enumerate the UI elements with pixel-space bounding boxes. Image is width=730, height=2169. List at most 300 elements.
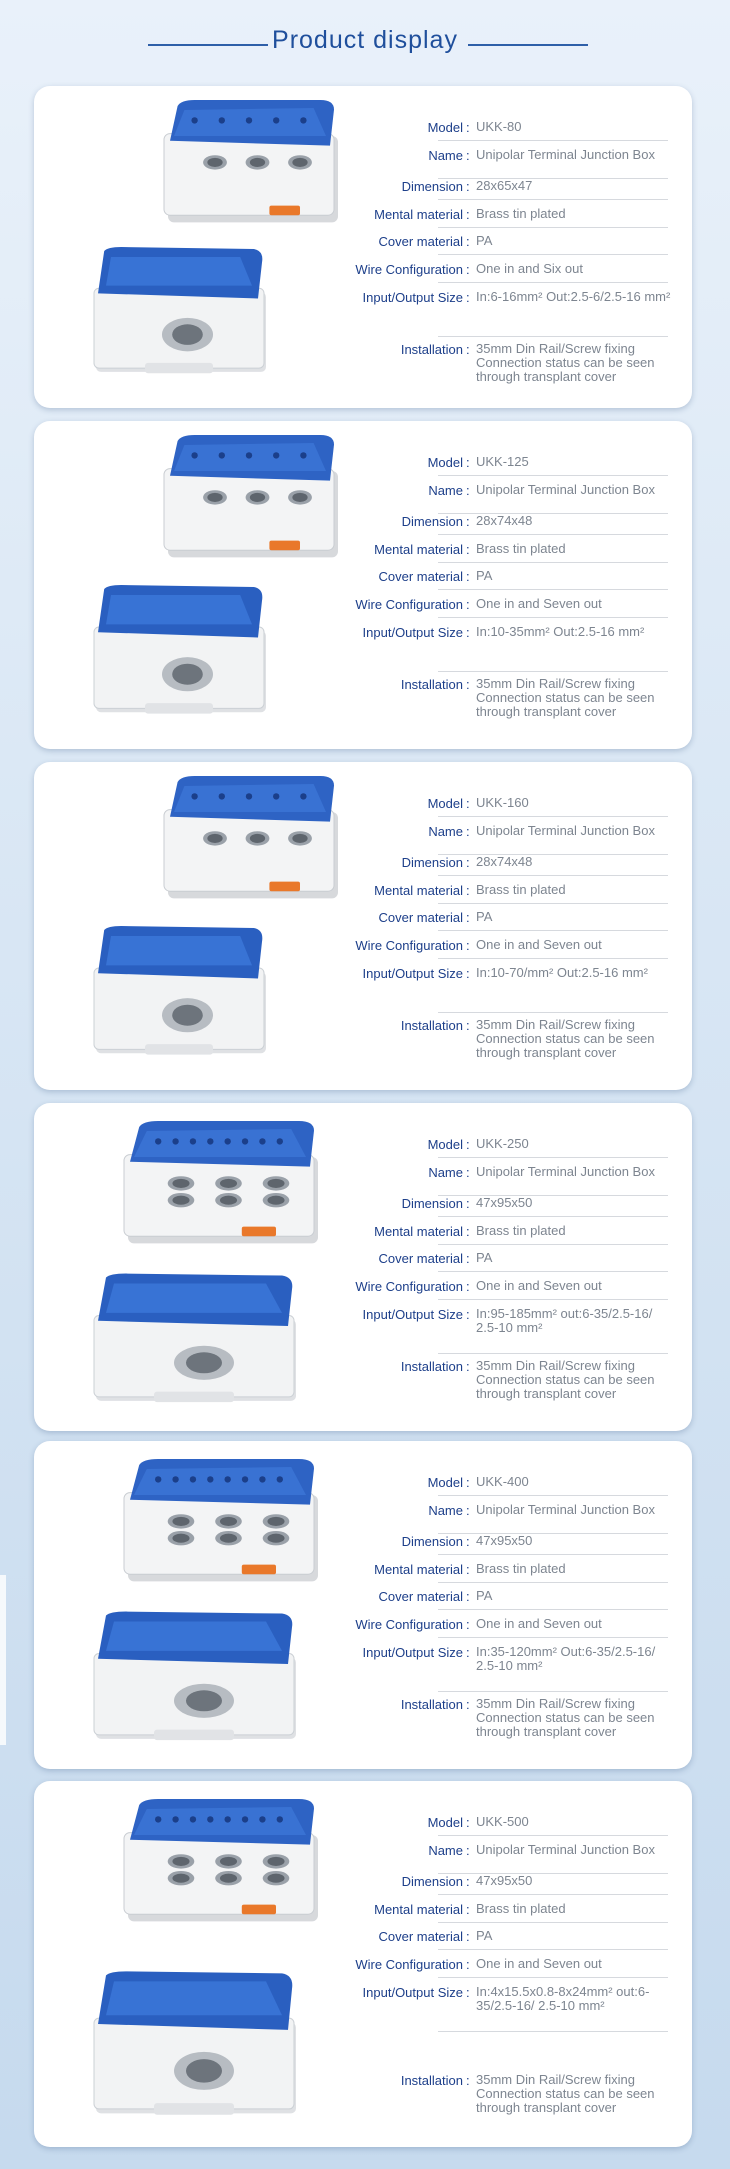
spec-label-io: Input/Output Size	[362, 1985, 463, 2000]
spec-value-cover: PA	[476, 1588, 493, 1603]
spec-label-wire: Wire Configuration	[355, 1617, 463, 1632]
spec-colon: :	[466, 1985, 470, 2000]
spec-label-cover: Cover material	[378, 1929, 463, 1944]
cover-screw-dot	[259, 1816, 265, 1822]
spec-colon: :	[466, 1018, 470, 1033]
cover-screw-dot	[191, 117, 197, 123]
spec-label-dimension: Dimension	[401, 514, 463, 529]
spec-value-wire: One in and Seven out	[476, 1278, 602, 1293]
product-card	[34, 1441, 692, 1769]
wire-hole-inner	[267, 1517, 284, 1526]
spec-colon: :	[466, 483, 470, 498]
spec-colon: :	[466, 1843, 470, 1858]
orange-din-clip	[242, 1905, 276, 1915]
spec-label-dimension: Dimension	[401, 855, 463, 870]
spec-label-model: Model	[427, 120, 463, 135]
spec-label-material: Mental material	[374, 883, 463, 898]
spec-value-wire: One in and Seven out	[476, 1616, 602, 1631]
spec-divider	[438, 875, 668, 876]
product-photo	[54, 762, 354, 1090]
side-entry-hole-inner	[172, 1005, 203, 1026]
orange-din-clip	[269, 882, 300, 892]
spec-value-wire: One in and Seven out	[476, 596, 602, 611]
terminal-block-side-image	[94, 1612, 296, 1741]
cover-screw-dot	[277, 1476, 283, 1482]
spec-value-installation: 35mm Din Rail/Screw fixing Connection status can be seen through transplant cover	[476, 2072, 655, 2115]
spec-label-model: Model	[427, 1137, 463, 1152]
terminal-block-side-image	[94, 1274, 296, 1403]
spec-divider	[438, 589, 668, 590]
wire-hole-inner	[220, 1196, 237, 1205]
spec-value-material: Brass tin plated	[476, 1223, 566, 1238]
side-entry-hole-inner	[186, 1690, 222, 1711]
spec-divider	[438, 140, 668, 141]
terminal-block-image	[124, 1121, 318, 1243]
spec-colon: :	[466, 1503, 470, 1518]
spec-colon: :	[466, 824, 470, 839]
spec-label-material: Mental material	[374, 1224, 463, 1239]
cover-screw-dot	[246, 117, 252, 123]
spec-value-installation: 35mm Din Rail/Screw fixing Connection status can be seen through transplant cover	[476, 676, 655, 719]
spec-label-model: Model	[427, 455, 463, 470]
spec-value-dimension: 47x95x50	[476, 1533, 533, 1548]
spec-colon: :	[466, 1874, 470, 1889]
terminal-block-side-image	[94, 926, 266, 1055]
cover-screw-dot	[224, 1476, 230, 1482]
wire-hole-inner	[207, 493, 222, 502]
spec-colon: :	[466, 179, 470, 194]
orange-din-clip	[242, 1227, 276, 1237]
spec-colon: :	[466, 625, 470, 640]
side-entry-hole-inner	[172, 664, 203, 685]
side-cover-highlight	[106, 595, 252, 624]
spec-value-io: In:35-120mm² Out:6-35/2.5-16/ 2.5-10 mm²	[476, 1644, 656, 1673]
spec-value-cover: PA	[476, 233, 493, 248]
spec-value-installation: 35mm Din Rail/Screw fixing Connection status can be seen through transplant cover	[476, 341, 655, 384]
side-cover-highlight	[106, 257, 252, 286]
spec-colon: :	[466, 1137, 470, 1152]
spec-label-name: Name	[428, 1503, 463, 1518]
spec-divider	[438, 1922, 668, 1923]
spec-value-material: Brass tin plated	[476, 1901, 566, 1916]
block-body	[164, 810, 334, 892]
spec-value-installation: 35mm Din Rail/Screw fixing Connection status can be seen through transplant cover	[476, 1358, 655, 1401]
cover-screw-dot	[259, 1476, 265, 1482]
spec-label-cover: Cover material	[378, 569, 463, 584]
product-card	[34, 1103, 692, 1431]
spec-label-model: Model	[427, 1815, 463, 1830]
spec-colon: :	[466, 290, 470, 305]
cover-screw-dot	[190, 1476, 196, 1482]
spec-divider	[438, 562, 668, 563]
product-photo	[54, 421, 354, 749]
spec-colon: :	[466, 796, 470, 811]
product-photo	[54, 1441, 354, 1769]
spec-label-dimension: Dimension	[401, 1534, 463, 1549]
spec-value-installation: 35mm Din Rail/Screw fixing Connection status can be seen through transplant cover	[476, 1696, 655, 1739]
terminal-block-image	[164, 776, 338, 898]
spec-colon: :	[466, 514, 470, 529]
spec-label-installation: Installation	[400, 677, 463, 692]
spec-value-io: In:10-70/mm² Out:2.5-16 mm²	[476, 965, 648, 980]
spec-divider	[438, 671, 668, 672]
spec-divider	[438, 227, 668, 228]
block-body	[164, 469, 334, 551]
side-foot	[154, 1730, 234, 1740]
cover-screw-dot	[207, 1476, 213, 1482]
cover-screw-dot	[219, 452, 225, 458]
block-body	[164, 134, 334, 216]
terminal-block-image	[164, 100, 338, 222]
spec-divider	[438, 1977, 668, 1978]
spec-label-model: Model	[427, 796, 463, 811]
cover-screw-dot	[242, 1476, 248, 1482]
spec-value-name: Unipolar Terminal Junction Box	[476, 482, 655, 497]
cover-screw-dot	[273, 117, 279, 123]
spec-value-model: UKK-80	[476, 119, 522, 134]
spec-divider	[438, 1271, 668, 1272]
product-photo	[54, 1103, 354, 1431]
spec-colon: :	[466, 1697, 470, 1712]
spec-label-material: Mental material	[374, 1902, 463, 1917]
spec-value-cover: PA	[476, 1928, 493, 1943]
spec-value-material: Brass tin plated	[476, 882, 566, 897]
spec-value-io: In:4x15.5x0.8-8x24mm² out:6-35/2.5-16/ 2.5-10 mm²	[476, 1984, 650, 2013]
spec-value-io: In:95-185mm² out:6-35/2.5-16/ 2.5-10 mm²	[476, 1306, 653, 1335]
wire-hole-inner	[267, 1534, 284, 1543]
page-title: Product display	[272, 26, 458, 54]
terminal-block-image	[124, 1459, 318, 1581]
spec-divider	[438, 254, 668, 255]
spec-divider	[438, 1299, 668, 1300]
spec-value-material: Brass tin plated	[476, 541, 566, 556]
side-entry-hole-inner	[186, 2059, 222, 2082]
spec-label-installation: Installation	[400, 1359, 463, 1374]
spec-divider	[438, 903, 668, 904]
cover-screw-dot	[172, 1816, 178, 1822]
cover-screw-dot	[246, 452, 252, 458]
cover-screw-dot	[277, 1138, 283, 1144]
orange-din-clip	[269, 206, 300, 216]
cover-screw-dot	[277, 1816, 283, 1822]
spec-value-model: UKK-500	[476, 1814, 529, 1829]
spec-colon: :	[466, 1224, 470, 1239]
spec-label-cover: Cover material	[378, 1589, 463, 1604]
wire-hole-inner	[172, 1517, 189, 1526]
side-foot	[145, 1044, 213, 1054]
spec-label-cover: Cover material	[378, 1251, 463, 1266]
wire-hole-inner	[220, 1857, 237, 1866]
spec-label-material: Mental material	[374, 1562, 463, 1577]
terminal-block-side-image	[94, 585, 266, 714]
spec-colon: :	[466, 1534, 470, 1549]
spec-label-installation: Installation	[400, 1018, 463, 1033]
wire-hole-inner	[250, 158, 265, 167]
spec-divider	[438, 816, 668, 817]
spec-value-wire: One in and Seven out	[476, 1956, 602, 1971]
spec-value-name: Unipolar Terminal Junction Box	[476, 1164, 655, 1179]
spec-value-cover: PA	[476, 909, 493, 924]
orange-din-clip	[242, 1565, 276, 1575]
terminal-block-side-image	[94, 1971, 296, 2114]
cover-screw-dot	[172, 1138, 178, 1144]
spec-colon: :	[466, 1307, 470, 1322]
wire-hole-inner	[267, 1857, 284, 1866]
spec-divider	[438, 1216, 668, 1217]
spec-label-dimension: Dimension	[401, 1196, 463, 1211]
product-card	[34, 1781, 692, 2147]
spec-value-io: In:6-16mm² Out:2.5-6/2.5-16 mm²	[476, 289, 671, 304]
spec-colon: :	[466, 1475, 470, 1490]
spec-divider	[438, 617, 668, 618]
spec-divider	[438, 1949, 668, 1950]
terminal-block-image	[164, 435, 338, 557]
spec-label-material: Mental material	[374, 542, 463, 557]
spec-colon: :	[466, 2073, 470, 2088]
terminal-block-image	[124, 1799, 318, 1921]
spec-value-dimension: 28x65x47	[476, 178, 533, 193]
cover-screw-dot	[155, 1476, 161, 1482]
spec-value-wire: One in and Seven out	[476, 937, 602, 952]
spec-divider	[438, 1244, 668, 1245]
cover-screw-dot	[224, 1138, 230, 1144]
spec-value-name: Unipolar Terminal Junction Box	[476, 1842, 655, 1857]
spec-colon: :	[466, 597, 470, 612]
cover-screw-dot	[273, 793, 279, 799]
spec-divider	[438, 336, 668, 337]
spec-colon: :	[466, 1902, 470, 1917]
spec-value-model: UKK-250	[476, 1136, 529, 1151]
spec-value-name: Unipolar Terminal Junction Box	[476, 823, 655, 838]
wire-hole-inner	[220, 1179, 237, 1188]
spec-label-material: Mental material	[374, 207, 463, 222]
spec-label-model: Model	[427, 1475, 463, 1490]
cover-screw-dot	[191, 793, 197, 799]
spec-label-name: Name	[428, 824, 463, 839]
side-cover-highlight	[106, 936, 252, 965]
spec-colon: :	[466, 1165, 470, 1180]
spec-colon: :	[466, 234, 470, 249]
spec-value-model: UKK-160	[476, 795, 529, 810]
spec-label-io: Input/Output Size	[362, 966, 463, 981]
cover-screw-dot	[207, 1138, 213, 1144]
spec-value-name: Unipolar Terminal Junction Box	[476, 147, 655, 162]
spec-colon: :	[466, 542, 470, 557]
wire-hole-inner	[172, 1179, 189, 1188]
spec-colon: :	[466, 855, 470, 870]
spec-label-dimension: Dimension	[401, 1874, 463, 1889]
edge-highlight	[0, 1575, 6, 1745]
spec-colon: :	[466, 1562, 470, 1577]
wire-hole-inner	[267, 1179, 284, 1188]
spec-colon: :	[466, 1359, 470, 1374]
spec-colon: :	[466, 455, 470, 470]
spec-value-dimension: 28x74x48	[476, 854, 533, 869]
spec-colon: :	[466, 966, 470, 981]
spec-colon: :	[466, 1196, 470, 1211]
product-photo	[54, 1781, 354, 2147]
side-foot	[145, 703, 213, 713]
wire-hole-inner	[292, 834, 307, 843]
spec-label-name: Name	[428, 1843, 463, 1858]
cover-screw-dot	[273, 452, 279, 458]
spec-colon: :	[466, 1645, 470, 1660]
spec-colon: :	[466, 910, 470, 925]
spec-divider	[438, 475, 668, 476]
spec-colon: :	[466, 1929, 470, 1944]
cover-screw-dot	[224, 1816, 230, 1822]
side-foot	[154, 1392, 234, 1402]
spec-divider	[438, 1691, 668, 1692]
spec-colon: :	[466, 1957, 470, 1972]
spec-label-name: Name	[428, 148, 463, 163]
spec-colon: :	[466, 1815, 470, 1830]
wire-hole-inner	[172, 1874, 189, 1883]
wire-hole-inner	[172, 1857, 189, 1866]
cover-screw-dot	[300, 117, 306, 123]
cover-screw-dot	[242, 1138, 248, 1144]
spec-label-wire: Wire Configuration	[355, 262, 463, 277]
spec-colon: :	[466, 207, 470, 222]
wire-hole-inner	[207, 834, 222, 843]
spec-value-dimension: 47x95x50	[476, 1195, 533, 1210]
spec-divider	[438, 534, 668, 535]
side-entry-hole-inner	[172, 324, 203, 345]
wire-hole-inner	[220, 1874, 237, 1883]
spec-divider	[438, 930, 668, 931]
cover-screw-dot	[190, 1138, 196, 1144]
spec-divider	[438, 958, 668, 959]
cover-screw-dot	[300, 793, 306, 799]
header-rule-right	[468, 44, 588, 46]
spec-colon: :	[466, 883, 470, 898]
spec-value-wire: One in and Six out	[476, 261, 583, 276]
spec-label-installation: Installation	[400, 2073, 463, 2088]
spec-colon: :	[466, 938, 470, 953]
spec-colon: :	[466, 262, 470, 277]
spec-label-wire: Wire Configuration	[355, 938, 463, 953]
spec-value-cover: PA	[476, 568, 493, 583]
spec-divider	[438, 1157, 668, 1158]
cover-screw-dot	[242, 1816, 248, 1822]
orange-din-clip	[269, 541, 300, 551]
spec-colon: :	[466, 1617, 470, 1632]
spec-value-material: Brass tin plated	[476, 206, 566, 221]
spec-divider	[438, 1637, 668, 1638]
wire-hole-inner	[267, 1874, 284, 1883]
wire-hole-inner	[172, 1196, 189, 1205]
spec-label-wire: Wire Configuration	[355, 1957, 463, 1972]
cover-screw-dot	[190, 1816, 196, 1822]
spec-divider	[438, 199, 668, 200]
spec-divider	[438, 1554, 668, 1555]
side-cover-highlight	[106, 1284, 282, 1313]
page-header	[0, 0, 730, 84]
spec-divider	[438, 1582, 668, 1583]
spec-colon: :	[466, 1589, 470, 1604]
spec-value-model: UKK-125	[476, 454, 529, 469]
side-foot	[154, 2103, 234, 2115]
wire-hole-inner	[220, 1517, 237, 1526]
spec-divider	[438, 1353, 668, 1354]
spec-divider	[438, 1609, 668, 1610]
spec-divider	[438, 1894, 668, 1895]
spec-divider	[438, 1012, 668, 1013]
wire-hole-inner	[172, 1534, 189, 1543]
spec-colon: :	[466, 569, 470, 584]
spec-label-io: Input/Output Size	[362, 290, 463, 305]
cover-screw-dot	[259, 1138, 265, 1144]
side-foot	[145, 363, 213, 373]
spec-value-cover: PA	[476, 1250, 493, 1265]
spec-divider	[438, 2031, 668, 2032]
product-card	[34, 421, 692, 749]
cover-screw-dot	[300, 452, 306, 458]
wire-hole-inner	[292, 158, 307, 167]
cover-screw-dot	[155, 1816, 161, 1822]
spec-colon: :	[466, 342, 470, 357]
wire-hole-inner	[292, 493, 307, 502]
spec-divider	[438, 1495, 668, 1496]
wire-hole-inner	[250, 834, 265, 843]
spec-value-io: In:10-35mm² Out:2.5-16 mm²	[476, 624, 645, 639]
cover-screw-dot	[246, 793, 252, 799]
spec-label-io: Input/Output Size	[362, 625, 463, 640]
side-cover-highlight	[106, 1622, 282, 1651]
wire-hole-inner	[250, 493, 265, 502]
wire-hole-inner	[267, 1196, 284, 1205]
spec-label-dimension: Dimension	[401, 179, 463, 194]
spec-colon: :	[466, 677, 470, 692]
terminal-block-side-image	[94, 247, 266, 373]
spec-value-model: UKK-400	[476, 1474, 529, 1489]
side-cover-highlight	[106, 1981, 282, 2015]
spec-label-wire: Wire Configuration	[355, 597, 463, 612]
spec-value-dimension: 47x95x50	[476, 1873, 533, 1888]
side-entry-hole-inner	[186, 1352, 222, 1373]
wire-hole-inner	[220, 1534, 237, 1543]
spec-colon: :	[466, 1251, 470, 1266]
wire-hole-inner	[207, 158, 222, 167]
spec-value-dimension: 28x74x48	[476, 513, 533, 528]
spec-colon: :	[466, 1279, 470, 1294]
cover-screw-dot	[191, 452, 197, 458]
spec-label-io: Input/Output Size	[362, 1645, 463, 1660]
spec-value-material: Brass tin plated	[476, 1561, 566, 1576]
cover-screw-dot	[207, 1816, 213, 1822]
spec-label-cover: Cover material	[378, 910, 463, 925]
spec-label-wire: Wire Configuration	[355, 1279, 463, 1294]
cover-screw-dot	[172, 1476, 178, 1482]
spec-label-name: Name	[428, 1165, 463, 1180]
spec-label-cover: Cover material	[378, 234, 463, 249]
spec-label-io: Input/Output Size	[362, 1307, 463, 1322]
product-card	[34, 86, 692, 408]
cover-screw-dot	[155, 1138, 161, 1144]
spec-label-installation: Installation	[400, 1697, 463, 1712]
spec-colon: :	[466, 148, 470, 163]
spec-label-name: Name	[428, 483, 463, 498]
spec-colon: :	[466, 120, 470, 135]
product-photo	[54, 86, 354, 408]
spec-divider	[438, 282, 668, 283]
cover-screw-dot	[219, 117, 225, 123]
spec-divider	[438, 1835, 668, 1836]
cover-screw-dot	[219, 793, 225, 799]
spec-value-name: Unipolar Terminal Junction Box	[476, 1502, 655, 1517]
product-card	[34, 762, 692, 1090]
spec-label-installation: Installation	[400, 342, 463, 357]
